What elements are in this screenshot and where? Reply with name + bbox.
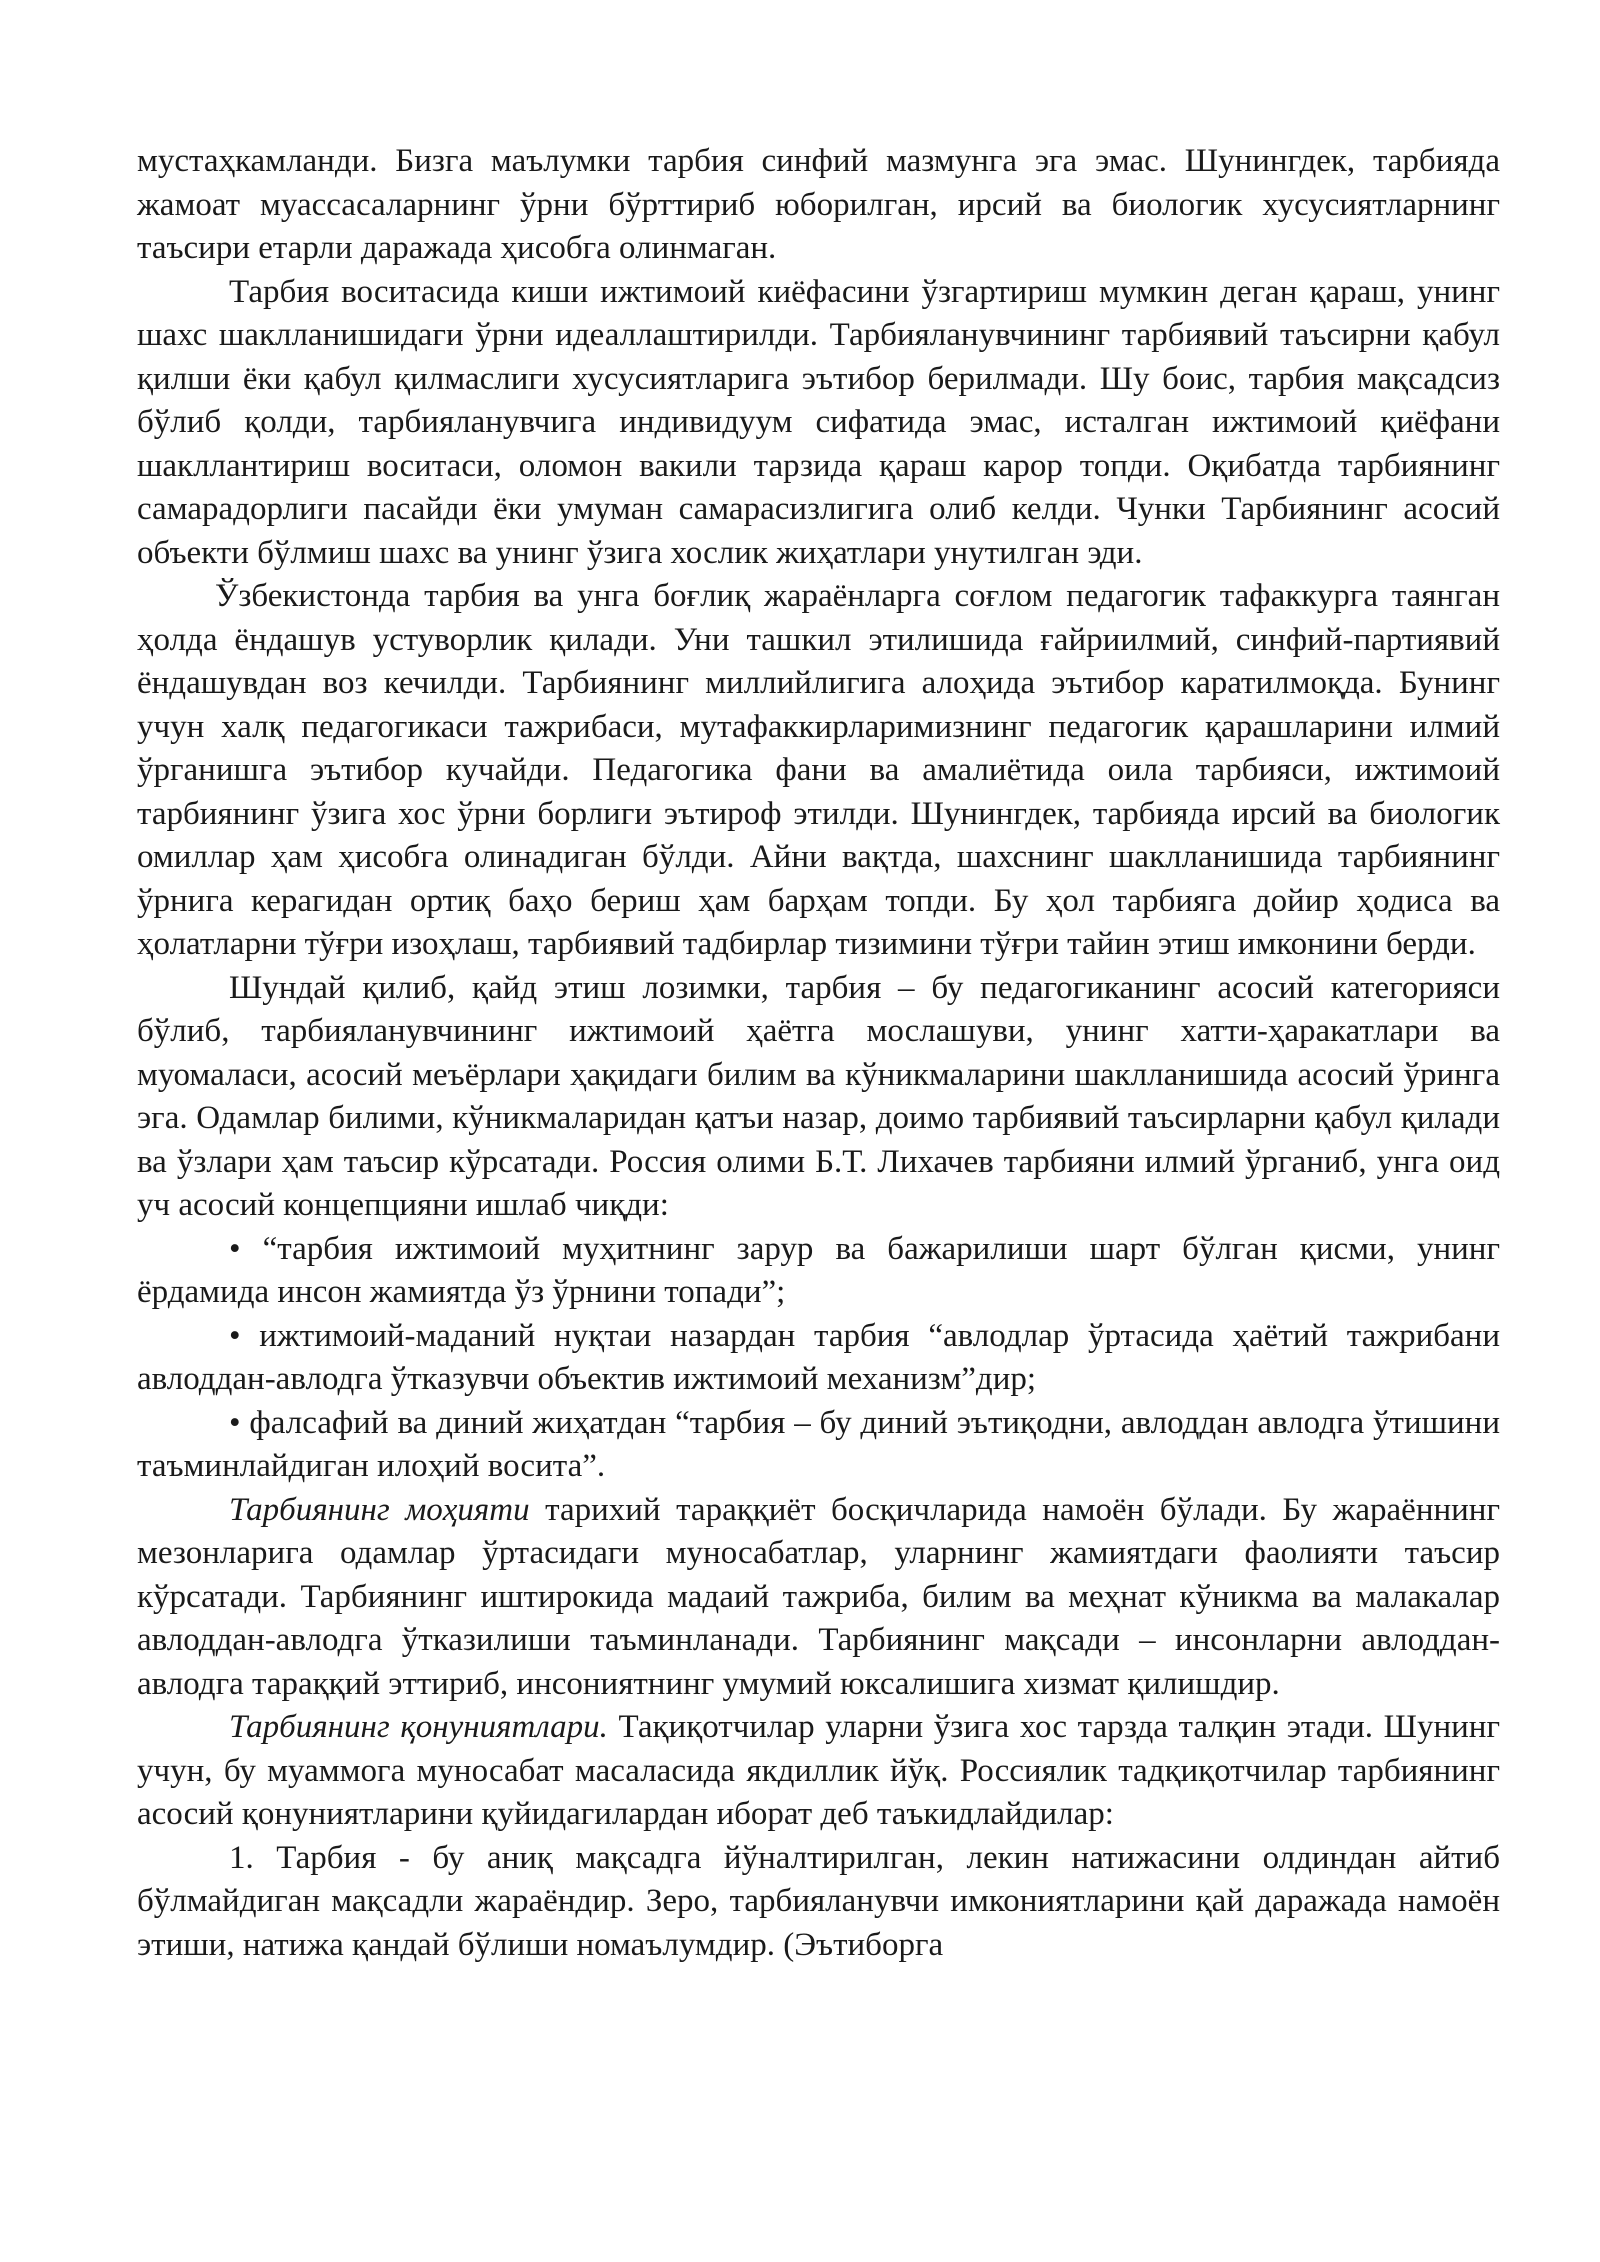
paragraph-regularities-body: Тақиқотчилар уларни ўзига хос тарзда талқин этади. Шунинг учун, бу муаммога муносабат масаласида якдиллик йўқ. Россиялик тадқиқотчилар тарбиянинг асосий қонуниятларини қуйидагилардан иборат деб таъкидлайдилар: xyxy=(137,1709,1500,1832)
bullet-item-socio-cultural: • ижтимоий-маданий нуқтаи назардан тарбия “авлодлар ўртасида ҳаётий тажрибани авлоддан-авлодга ўтказувчи объектив ижтимоий механизм”дир; xyxy=(137,1317,1500,1397)
document-page xyxy=(137,140,1500,1967)
italic-lead-essence: Тарбиянинг моҳияти xyxy=(229,1491,530,1528)
paragraph-essence xyxy=(137,1489,1500,1707)
bullet-item-social-environment: • “тарбия ижтимоий муҳитнинг зарур ва бажарилиши шарт бўлган қисми, унинг ёрдамида инсон жамиятда ўз ўрнини топади”; xyxy=(137,1230,1500,1310)
bullet-item-philosophical: • фалсафий ва диний жиҳатдан “тарбия – бу диний эътиқодни, авлоддан авлодга ўтишини таъминлайдиган илоҳий восита”. xyxy=(137,1404,1500,1484)
numbered-item-1: 1. Тарбия - бу аниқ мақсадга йўналтирилган, лекин натижасини олдиндан айтиб бўлмайдиган мақсадли жараёндир. Зеро, тарбияланувчи имкониятларини қай даражада намоён этиши, натижа қандай бўлиши номаълумдир. (Эътиборга xyxy=(137,1839,1500,1963)
paragraph-regularities xyxy=(137,1706,1500,1837)
paragraph-upbringing-view: Тарбия воситасида киши ижтимоий киёфасини ўзгартириш мумкин деган қараш, унинг шахс шаклланишидаги ўрни идеаллаштирилди. Тарбияланувчининг тарбиявий таъсирни қабул қилши ёки қабул қилмаслиги хусусиятларига эътибор берилмади. Шу боис, тарбия мақсадсиз бўлиб қолди, тарбияланувчига индивидуум сифатида эмас, исталган ижтимоий қиёфани шакллантириш воситаси, оломон вакили тарзида қараш карор топди. Оқибатда тарбиянинг самарадорлиги пасайди ёки умуман самарасизлигига олиб келди. Чунки Тарбиянинг асосий объекти бўлмиш шахс ва унинг ўзига хослик жиҳатлари унутилган эди. xyxy=(137,273,1500,571)
paragraph-uzbekistan-approach: Ўзбекистонда тарбия ва унга боғлиқ жараёнларга соғлом педагогик тафаккурга таянган ҳолда ёндашув устуворлик қилади. Уни ташкил этилишида ғайриилмий, синфий-партиявий ёндашувдан воз кечилди. Тарбиянинг миллийлигига алоҳида эътибор каратилмоқда. Бунинг учун халқ педагогикаси тажрибаси, мутафаккирларимизнинг педагогик қарашларини илмий ўрганишга эътибор кучайди. Педагогика фани ва амалиётида оила тарбияси, ижтимоий тарбиянинг ўзига хос ўрни борлиги эътироф этилди. Шунингдек, тарбияда ирсий ва биологик омиллар ҳам ҳисобга олинадиган бўлди. Айни вақтда, шахснинг шаклланишида тарбиянинг ўрнига керагидан ортиқ баҳо бериш ҳам барҳам топди. Бу ҳол тарбияга дойир ҳодиса ва ҳолатларни тўғри изоҳлаш, тарбиявий тадбирлар тизимини тўғри тайин этиш имконини берди. xyxy=(137,578,1500,962)
paragraph-essence-body: тарихий тараққиёт босқичларида намоён бўлади. Бу жараённинг мезонларига одамлар ўртасидаги муносабатлар, уларнинг жамиятдаги фаолияти таъсир кўрсатади. Тарбиянинг иштирокида мадаий тажриба, билим ва меҳнат кўникма ва малакалар авлоддан-авлодга ўтказилиши таъминланади. Тарбиянинг мақсади – инсонларни авлоддан-авлодга тараққий эттириб, инсониятнинг умумий юксалишига хизмат қилишдир. xyxy=(137,1491,1500,1702)
paragraph-continuation: мустаҳкамланди. Бизга маълумки тарбия синфий мазмунга эга эмас. Шунингдек, тарбияда жамоат муассасаларнинг ўрни бўрттириб юборилган, ирсий ва биологик хусусиятларнинг таъсири етарли даражада ҳисобга олинмаган. xyxy=(137,143,1500,266)
italic-lead-regularities: Тарбиянинг қонуниятлари. xyxy=(229,1709,608,1745)
paragraph-upbringing-category: Шундай қилиб, қайд этиш лозимки, тарбия – бу педагогиканинг асосий категорияси бўлиб, тарбияланувчининг ижтимоий ҳаётга мослашуви, унинг хатти-ҳаракатлари ва муомаласи, асосий меъёрлари ҳақидаги билим ва кўникмаларини шаклланишида асосий ўринга эга. Одамлар билими, кўникмаларидан қатъи назар, доимо тарбиявий таъсирларни қабул қилади ва ўзлари ҳам таъсир кўрсатади. Россия олими Б.Т. Лихачев тарбияни илмий ўрганиб, унга оид уч асосий концепцияни ишлаб чиқди: xyxy=(137,969,1500,1223)
